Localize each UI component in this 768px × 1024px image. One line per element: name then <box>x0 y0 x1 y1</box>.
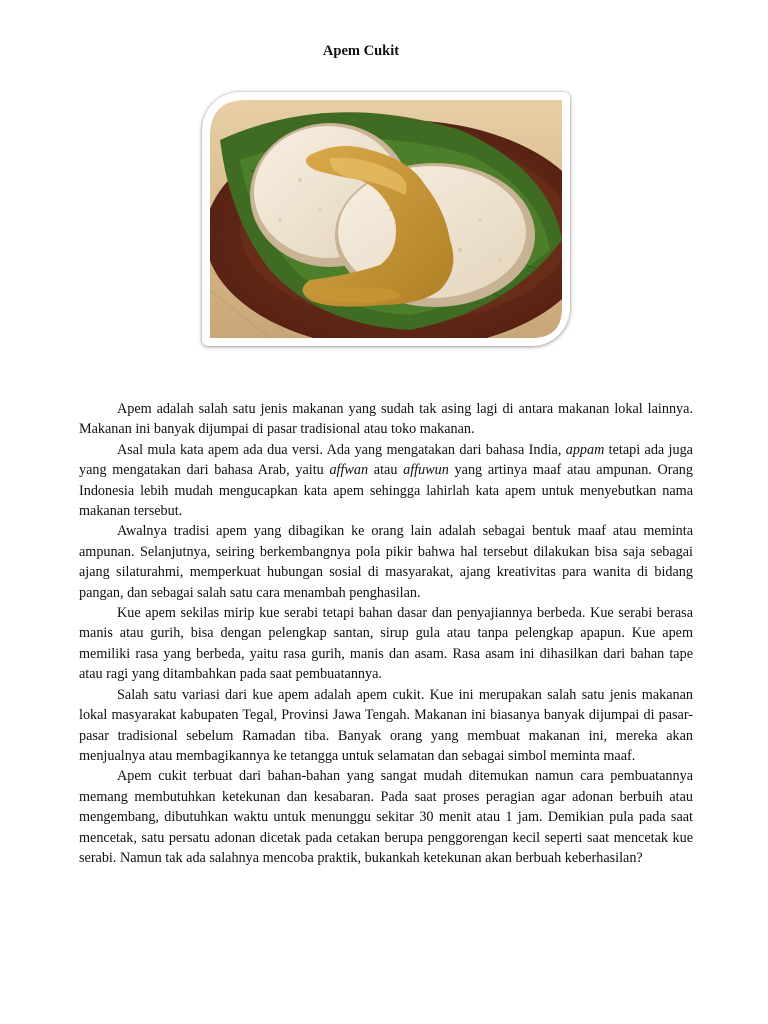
italic-term: affuwun <box>403 462 449 479</box>
italic-term: appam <box>565 441 605 458</box>
paragraph <box>79 399 693 440</box>
paragraph <box>79 685 693 767</box>
paragraph-text: Apem cukit terbuat dari bahan-bahan yang sangat mudah ditemukan namun cara pembuatannya memang membutuhkan ketekunan dan kesabaran. Pada saat proses peragian agar adonan berbuih atau mengembang, dibutuhkan waktu untuk menunggu sekitar 30 menit atau 1 jam. Demikian pula pada saat mencetak, satu persatu adonan dicetak pada cetakan berupa penggorengan kecil seperti saat mencetak kue serabi. Namun tak ada salahnya mencoba praktik, bukankah ketekunan akan berbuah keberhasilan? <box>79 768 693 866</box>
paragraph-text: yang artinya maaf atau ampunan. Orang Indonesia lebih mudah mengucapkan kata apem sehingga lahirlah kata apem untuk menyebutkan nama makanan tersebut. <box>79 462 693 520</box>
photo-frame <box>202 92 570 346</box>
paragraph <box>79 521 693 603</box>
paragraph <box>79 603 693 685</box>
page-title: Apem Cukit <box>322 43 400 59</box>
italic-term: affwan <box>329 462 369 479</box>
apem-cukit-photo <box>210 100 562 338</box>
paragraph-text: Awalnya tradisi apem yang dibagikan ke orang lain adalah sebagai bentuk maaf atau meminta ampunan. Selanjutnya, seiring berkembangnya pola pikir bahwa hal tersebut dilakukan bisa saja sebagai ajang silaturahmi, memperkuat hubungan sosial di masyarakat, ajang kreativitas para wanita di bidang pangan, dan sebagai salah satu cara menambah penghasilan. <box>79 523 693 601</box>
paragraph <box>79 766 693 868</box>
paragraph-text: Salah satu variasi dari kue apem adalah apem cukit. Kue ini merupakan salah satu jenis makanan lokal masyarakat kabupaten Tegal, Provinsi Jawa Tengah. Makanan ini biasanya banyak dijumpai di pasar-pasar tradisional sebelum Ramadan tiba. Banyak orang yang membuat makanan ini, mereka akan menjualnya atau membagikannya ke tetangga untuk selamatan dan sebagai simbol meminta maaf. <box>79 686 693 764</box>
paragraph-text: Kue apem sekilas mirip kue serabi tetapi bahan dasar dan penyajiannya berbeda. Kue serabi berasa manis atau gurih, bisa dengan pelengkap santan, sirup gula atau tanpa pelengkap apapun. Kue apem memiliki rasa yang berbeda, yaitu rasa gurih, manis dan asam. Rasa asam ini dihasilkan dari bahan tape atau ragi yang ditambahkan pada saat pembuatannya. <box>79 605 693 683</box>
article-body <box>79 399 693 868</box>
paragraph-text: Apem adalah salah satu jenis makanan yang sudah tak asing lagi di antara makanan lokal lainnya. Makanan ini banyak dijumpai di pasar tradisional atau toko makanan. <box>79 401 693 438</box>
paragraph-text: Asal mula kata apem ada dua versi. Ada yang mengatakan dari bahasa India, <box>117 441 566 458</box>
paragraph <box>79 440 693 522</box>
paragraph-text: atau <box>368 462 404 479</box>
paragraph-text: tetapi ada juga yang mengatakan dari bahasa Arab, yaitu <box>79 441 693 479</box>
